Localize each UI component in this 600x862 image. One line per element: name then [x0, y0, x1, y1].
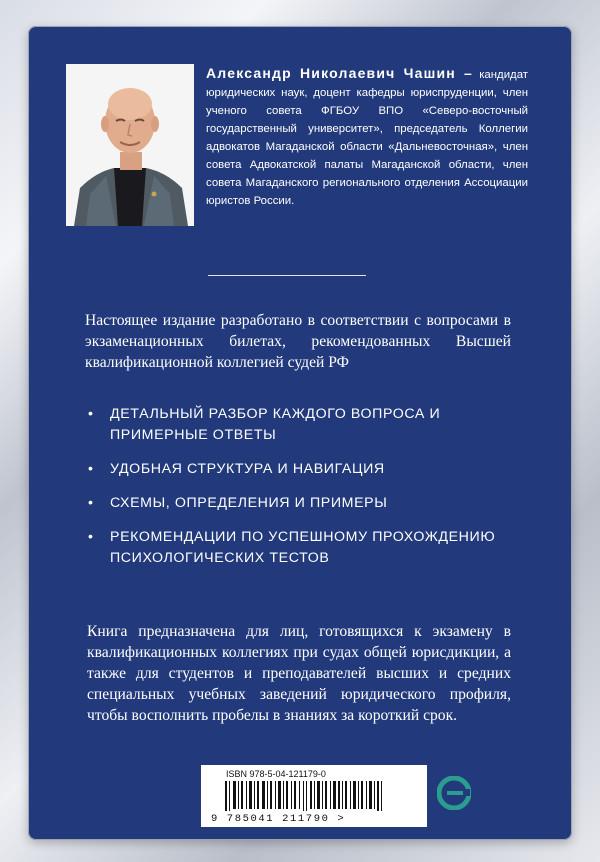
outro-paragraph: Книга предназначена для лиц, готовящихся к экзамену в квалификационных коллегиях при судах общей юрисдикции, а также для студентов и преподавателей высших и средних специальных учебных заведений юридического профиля, чтобы восполнить пробелы в знаниях за короткий срок. — [87, 623, 511, 724]
barcode — [201, 765, 427, 827]
divider-line — [208, 275, 366, 276]
features-list — [88, 404, 518, 582]
feature-text: УДОБНАЯ СТРУКТУРА И НАВИГАЦИЯ — [110, 461, 385, 477]
publisher-logo-icon — [437, 776, 471, 810]
feature-item — [88, 404, 518, 446]
author-description: кандидат юридических наук, доцент кафедры юриспруденции, член ученого совета ФГБОУ ВПО «Северо-восточный государственный университет», председатель Коллегии адвокатов Магаданской области «Дальневосточная», член совета Адвокатской палаты Магаданской области, член совета Магаданского регионального отделения Ассоциации юристов России. — [206, 69, 529, 207]
bullet-icon: • — [88, 461, 94, 477]
isbn-digits: 9 785041 211790 > — [211, 813, 346, 825]
bullet-icon: • — [88, 406, 94, 422]
bullet-icon: • — [88, 495, 94, 511]
barcode-bars — [225, 781, 405, 811]
intro-paragraph: Настоящее издание разработано в соответствии с вопросами в экзаменационных билетах, рекомендованных Высшей квалификационной коллегией судей РФ — [85, 312, 511, 371]
author-photo — [66, 64, 194, 226]
bullet-icon: • — [88, 529, 94, 545]
feature-text: ДЕТАЛЬНЫЙ РАЗБОР КАЖДОГО ВОПРОСА И ПРИМЕРНЫЕ ОТВЕТЫ — [110, 406, 441, 443]
feature-item — [88, 493, 518, 514]
feature-item — [88, 459, 518, 480]
isbn-label: ISBN 978-5-04-121179-0 — [226, 769, 326, 779]
author-name: Александр Николаевич Чашин – — [206, 65, 474, 81]
feature-item — [88, 527, 518, 569]
feature-text: СХЕМЫ, ОПРЕДЕЛЕНИЯ И ПРИМЕРЫ — [110, 495, 388, 511]
feature-text: РЕКОМЕНДАЦИИ ПО УСПЕШНОМУ ПРОХОЖДЕНИЮ ПСИХОЛОГИЧЕСКИХ ТЕСТОВ — [110, 529, 496, 566]
author-bio — [206, 64, 528, 210]
